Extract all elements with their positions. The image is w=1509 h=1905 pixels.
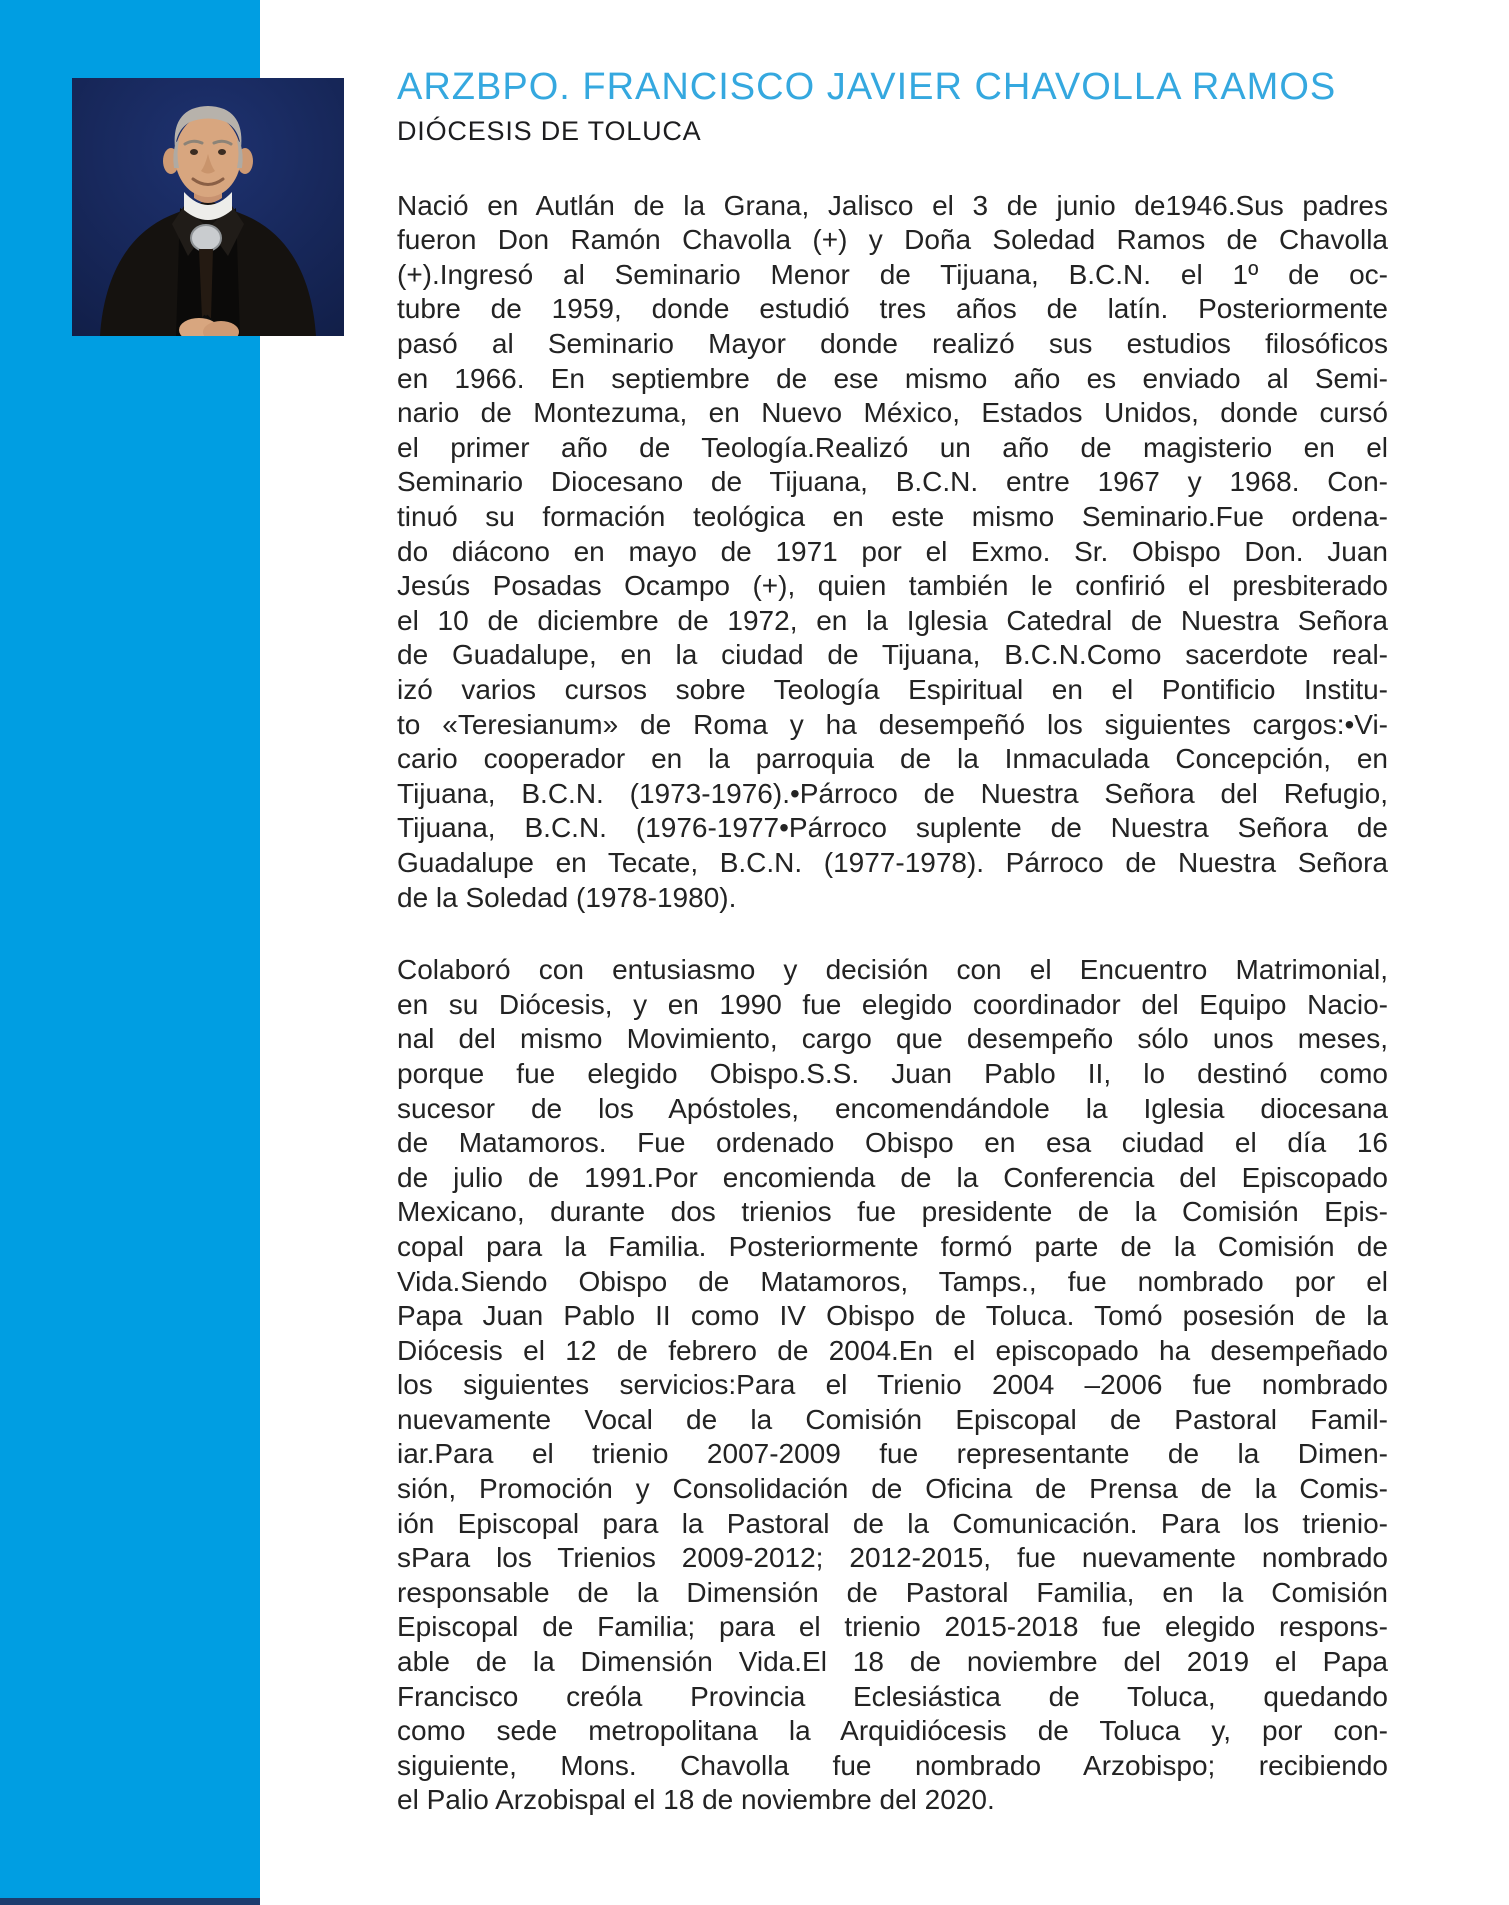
text-line: copal para la Familia. Posteriormente formó parte de la Comisión de <box>397 1230 1388 1262</box>
text-line: el primer año de Teología.Realizó un año de magisterio en el <box>397 431 1388 463</box>
text-line: porque fue elegido Obispo.S.S. Juan Pablo II, lo destinó como <box>397 1057 1388 1089</box>
text-line: able de la Dimensión Vida.El 18 de noviembre del 2019 el Papa <box>397 1646 1388 1678</box>
text-line: en 1966. En septiembre de ese mismo año es enviado al Semi- <box>397 362 1388 394</box>
text-line: Jesús Posadas Ocampo (+), quien también le confirió el presbiterado <box>397 570 1388 602</box>
text-line: do diácono en mayo de 1971 por el Exmo. Sr. Obispo Don. Juan <box>397 535 1388 567</box>
text-line: el Palio Arzobispal el 18 de noviembre del 2020. <box>397 1784 995 1816</box>
text-line: Mexicano, durante dos trienios fue presidente de la Comisión Epis- <box>397 1196 1388 1228</box>
portrait-photo <box>72 78 344 336</box>
text-line: Tijuana, B.C.N. (1976-1977•Párroco suplente de Nuestra Señora de <box>397 812 1388 844</box>
text-line: como sede metropolitana la Arquidiócesis de Toluca y, por con- <box>397 1715 1388 1747</box>
text-line: el 10 de diciembre de 1972, en la Iglesia Catedral de Nuestra Señora <box>397 604 1388 636</box>
text-line: izó varios cursos sobre Teología Espiritual en el Pontificio Institu- <box>397 674 1388 705</box>
text-line: Vida.Siendo Obispo de Matamoros, Tamps., fue nombrado por el <box>397 1265 1388 1297</box>
text-line: los siguientes servicios:Para el Trienio 2004 –2006 fue nombrado <box>397 1369 1388 1401</box>
text-line: sucesor de los Apóstoles, encomendándole la Iglesia diocesana <box>397 1092 1388 1124</box>
biography-paragraph-2 <box>397 953 1388 1818</box>
text-line: Diócesis el 12 de febrero de 2004.En el episcopado ha desempeñado <box>397 1334 1388 1366</box>
archbishop-portrait-illustration <box>72 78 344 336</box>
text-line: sPara los Trienios 2009-2012; 2012-2015, fue nuevamente nombrado <box>397 1542 1388 1574</box>
text-line: nal del mismo Movimiento, cargo que desempeño sólo unos meses, <box>397 1023 1388 1055</box>
text-line: de Matamoros. Fue ordenado Obispo en esa ciudad el día 16 <box>397 1127 1388 1159</box>
biography-paragraph-1 <box>397 189 1388 915</box>
text-line: Colaboró con entusiasmo y decisión con el Encuentro Matrimonial, <box>397 954 1388 986</box>
text-line: to «Teresianum» de Roma y ha desempeñó los siguientes cargos:•Vi- <box>397 708 1388 740</box>
text-line: nario de Montezuma, en Nuevo México, Estados Unidos, donde cursó <box>397 397 1388 429</box>
text-line: sión, Promoción y Consolidación de Oficina de Prensa de la Comis- <box>397 1473 1388 1505</box>
text-line: (+).Ingresó al Seminario Menor de Tijuana, B.C.N. el 1º de oc- <box>397 258 1388 290</box>
biography-content <box>397 66 1388 1818</box>
text-line: siguiente, Mons. Chavolla fue nombrado Arzobispo; recibiendo <box>397 1749 1388 1781</box>
left-accent-bar-footer <box>0 1898 260 1905</box>
text-line: iar.Para el trienio 2007-2009 fue representante de la Dimen- <box>397 1438 1388 1470</box>
text-line: Francisco creóla Provincia Eclesiástica de Toluca, quedando <box>397 1680 1388 1712</box>
text-line: responsable de la Dimensión de Pastoral Familia, en la Comisión <box>397 1576 1388 1608</box>
text-line: Tijuana, B.C.N. (1973-1976).•Párroco de Nuestra Señora del Refugio, <box>397 777 1388 809</box>
text-line: tubre de 1959, donde estudió tres años de latín. Posteriormente <box>397 293 1388 325</box>
text-line: de julio de 1991.Por encomienda de la Conferencia del Episcopado <box>397 1161 1388 1193</box>
text-line: nuevamente Vocal de la Comisión Episcopal de Pastoral Famil- <box>397 1403 1388 1435</box>
text-line: cario cooperador en la parroquia de la Inmaculada Concepción, en <box>397 743 1388 775</box>
text-line: pasó al Seminario Mayor donde realizó sus estudios filosóficos <box>397 328 1388 360</box>
text-line: Episcopal de Familia; para el trienio 2015-2018 fue elegido respons- <box>397 1611 1388 1643</box>
text-line: de la Soledad (1978-1980). <box>397 881 737 913</box>
text-line: tinuó su formación teológica en este mismo Seminario.Fue ordena- <box>397 501 1388 533</box>
text-line: ión Episcopal para la Pastoral de la Comunicación. Para los trienio- <box>397 1507 1388 1539</box>
text-line: fueron Don Ramón Chavolla (+) y Doña Soledad Ramos de Chavolla <box>397 224 1388 256</box>
text-line: de Guadalupe, en la ciudad de Tijuana, B.C.N.Como sacerdote real- <box>397 639 1388 671</box>
text-line: Nació en Autlán de la Grana, Jalisco el 3 de junio de1946.Sus padres <box>397 189 1388 221</box>
page-subtitle: DIÓCESIS DE TOLUCA <box>397 115 702 146</box>
text-line: en su Diócesis, y en 1990 fue elegido coordinador del Equipo Nacio- <box>397 988 1388 1020</box>
page-title: ARZBPO. FRANCISCO JAVIER CHAVOLLA RAMOS <box>397 66 1337 108</box>
text-line: Seminario Diocesano de Tijuana, B.C.N. entre 1967 y 1968. Con- <box>397 466 1388 498</box>
text-line: Papa Juan Pablo II como IV Obispo de Toluca. Tomó posesión de la <box>397 1300 1388 1332</box>
text-line: Guadalupe en Tecate, B.C.N. (1977-1978). Párroco de Nuestra Señora <box>397 846 1388 878</box>
